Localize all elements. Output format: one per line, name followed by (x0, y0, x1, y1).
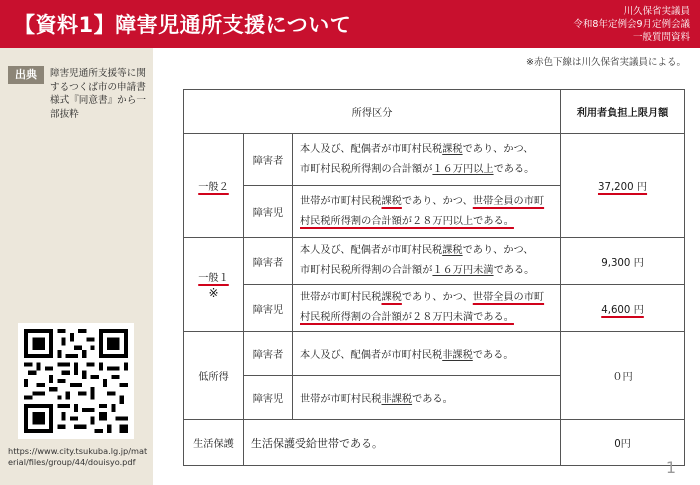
amount-value: 4,600 円 (601, 304, 644, 316)
person-type: 障害児 (244, 186, 293, 238)
condition-text: 世帯が市町村民税課税であり、かつ、世帯全員の市町村民税所得割の合計額が２８万円未満である。 (293, 285, 561, 332)
condition-text: 生活保護受給世帯である。 (244, 420, 561, 466)
source-label: 出典 (8, 66, 44, 84)
condition-text: 世帯が市町村民税課税であり、かつ、世帯全員の市町村民税所得割の合計額が２８万円以上である。 (293, 186, 561, 238)
amount-value: 37,200 円 (597, 182, 648, 193)
page-title: 【資料1】障害児通所支援について (14, 13, 352, 37)
amount-general2 (561, 134, 685, 238)
amount-general1-disabled: 9,300 円 (561, 238, 685, 285)
table-row (184, 238, 685, 285)
category-low-income: 低所得 (184, 332, 244, 420)
income-category-table (183, 89, 685, 466)
table-header-row (184, 90, 685, 134)
table-row (184, 285, 685, 332)
condition-text: 本人及び、配偶者が市町村民税非課税である。 (293, 332, 561, 376)
meta-line: 川久保省実議員 (623, 6, 690, 17)
category-label: 一般１ (198, 273, 229, 284)
person-type: 障害者 (244, 332, 293, 376)
source-text: 障害児通所支援等に関するつくば市の申請書様式『同意書』から一部抜粋 (50, 68, 146, 120)
meta-line: 令和8年定例会9月定例会議 (573, 19, 690, 30)
person-type: 障害者 (244, 238, 293, 285)
person-type: 障害児 (244, 285, 293, 332)
qr-code-graphic (24, 329, 128, 433)
table-row (184, 332, 685, 376)
page-number: 1 (665, 458, 676, 477)
category-mark: ※ (208, 286, 219, 300)
condition-text: 本人及び、配偶者が市町村民税課税であり、かつ、 市町村民税所得割の合計額が１６万円未満である。 (293, 238, 561, 285)
qr-code-icon[interactable] (18, 323, 134, 439)
category-label: 一般２ (198, 182, 229, 193)
header-bar (0, 0, 700, 48)
qr-url-link[interactable]: https://www.city.tsukuba.lg.jp/material/files/group/44/douisyo.pdf (8, 446, 148, 467)
category-welfare: 生活保護 (184, 420, 244, 466)
table-row (184, 134, 685, 186)
col-header-amount: 利用者負担上限月額 (561, 90, 685, 134)
person-type: 障害児 (244, 376, 293, 420)
amount-low-income: ０円 (561, 332, 685, 420)
person-type: 障害者 (244, 134, 293, 186)
amount-welfare: 0円 (561, 420, 685, 466)
table-row (184, 420, 685, 466)
col-header-category: 所得区分 (184, 90, 561, 134)
meta-line: 一般質問資料 (632, 32, 690, 43)
source-sidebar (0, 48, 153, 485)
amount-general1-child (561, 285, 685, 332)
condition-text: 世帯が市町村民税非課税である。 (293, 376, 561, 420)
condition-text: 本人及び、配偶者が市町村民税課税であり、かつ、 市町村民税所得割の合計額が１６万円以上である。 (293, 134, 561, 186)
underline-note: ※赤色下線は川久保省実議員による。 (526, 57, 686, 68)
header-meta (573, 5, 690, 44)
category-general1 (184, 238, 244, 332)
category-general2 (184, 134, 244, 238)
